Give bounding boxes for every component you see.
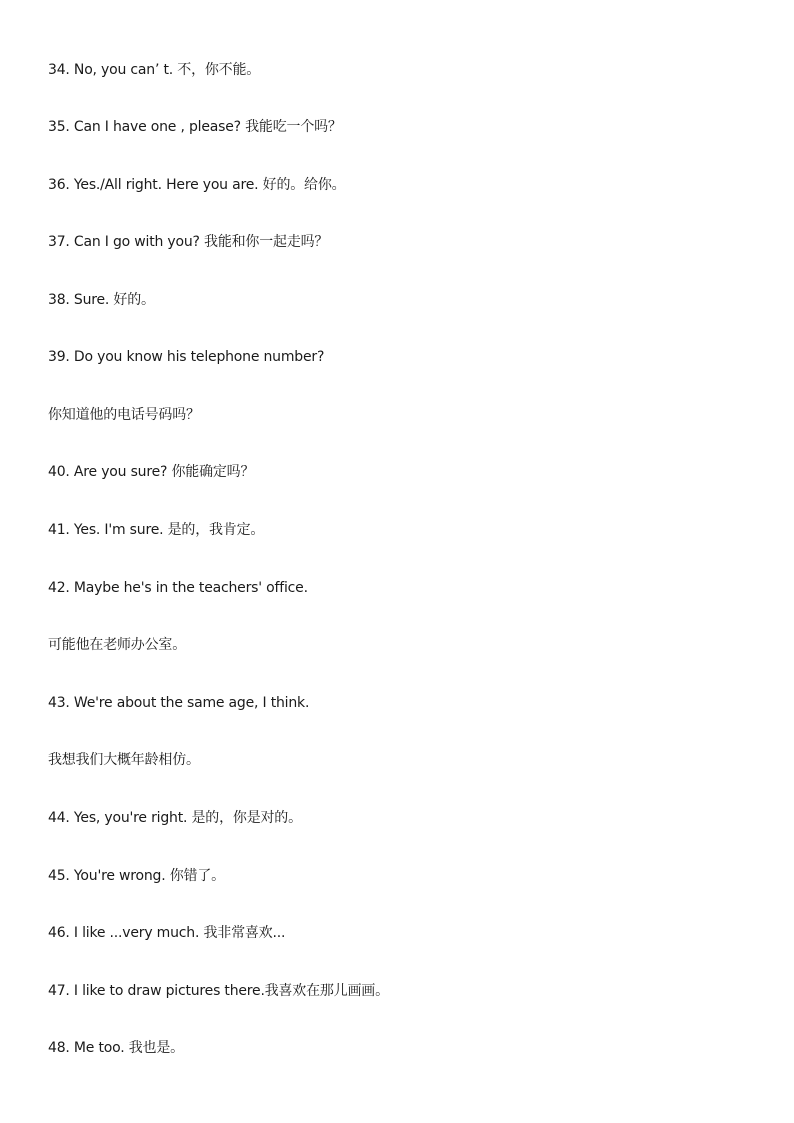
phrase-line-41: 41. Yes. I'm sure. 是的，我肯定。	[48, 522, 265, 538]
phrase-line-42: 42. Maybe he's in the teachers' office.	[48, 580, 308, 596]
phrase-line-47: 47. I like to draw pictures there.我喜欢在那儿画画。	[48, 983, 389, 999]
phrase-line-37: 37. Can I go with you? 我能和你一起走吗？	[48, 234, 329, 250]
translation-line-43: 我想我们大概年龄相仿。	[48, 752, 200, 768]
translation-line-39: 你知道他的电话号码吗？	[48, 407, 200, 423]
phrase-line-38: 38. Sure. 好的。	[48, 292, 155, 308]
phrase-line-35: 35. Can I have one , please? 我能吃一个吗？	[48, 119, 342, 135]
phrase-line-48: 48. Me too. 我也是。	[48, 1040, 184, 1056]
phrase-line-43: 43. We're about the same age, I think.	[48, 695, 310, 711]
phrase-line-45: 45. You're wrong. 你错了。	[48, 868, 225, 884]
phrase-line-39: 39. Do you know his telephone number?	[48, 349, 325, 365]
phrase-line-44: 44. Yes, you're right. 是的，你是对的。	[48, 810, 302, 826]
phrase-line-34: 34. No, you can’ t. 不，你不能。	[48, 62, 261, 78]
phrase-line-40: 40. Are you sure? 你能确定吗？	[48, 464, 255, 480]
translation-line-42: 可能他在老师办公室。	[48, 637, 186, 653]
phrase-line-36: 36. Yes./All right. Here you are. 好的。给你。	[48, 177, 346, 193]
phrase-line-46: 46. I like ...very much. 我非常喜欢...	[48, 925, 286, 941]
